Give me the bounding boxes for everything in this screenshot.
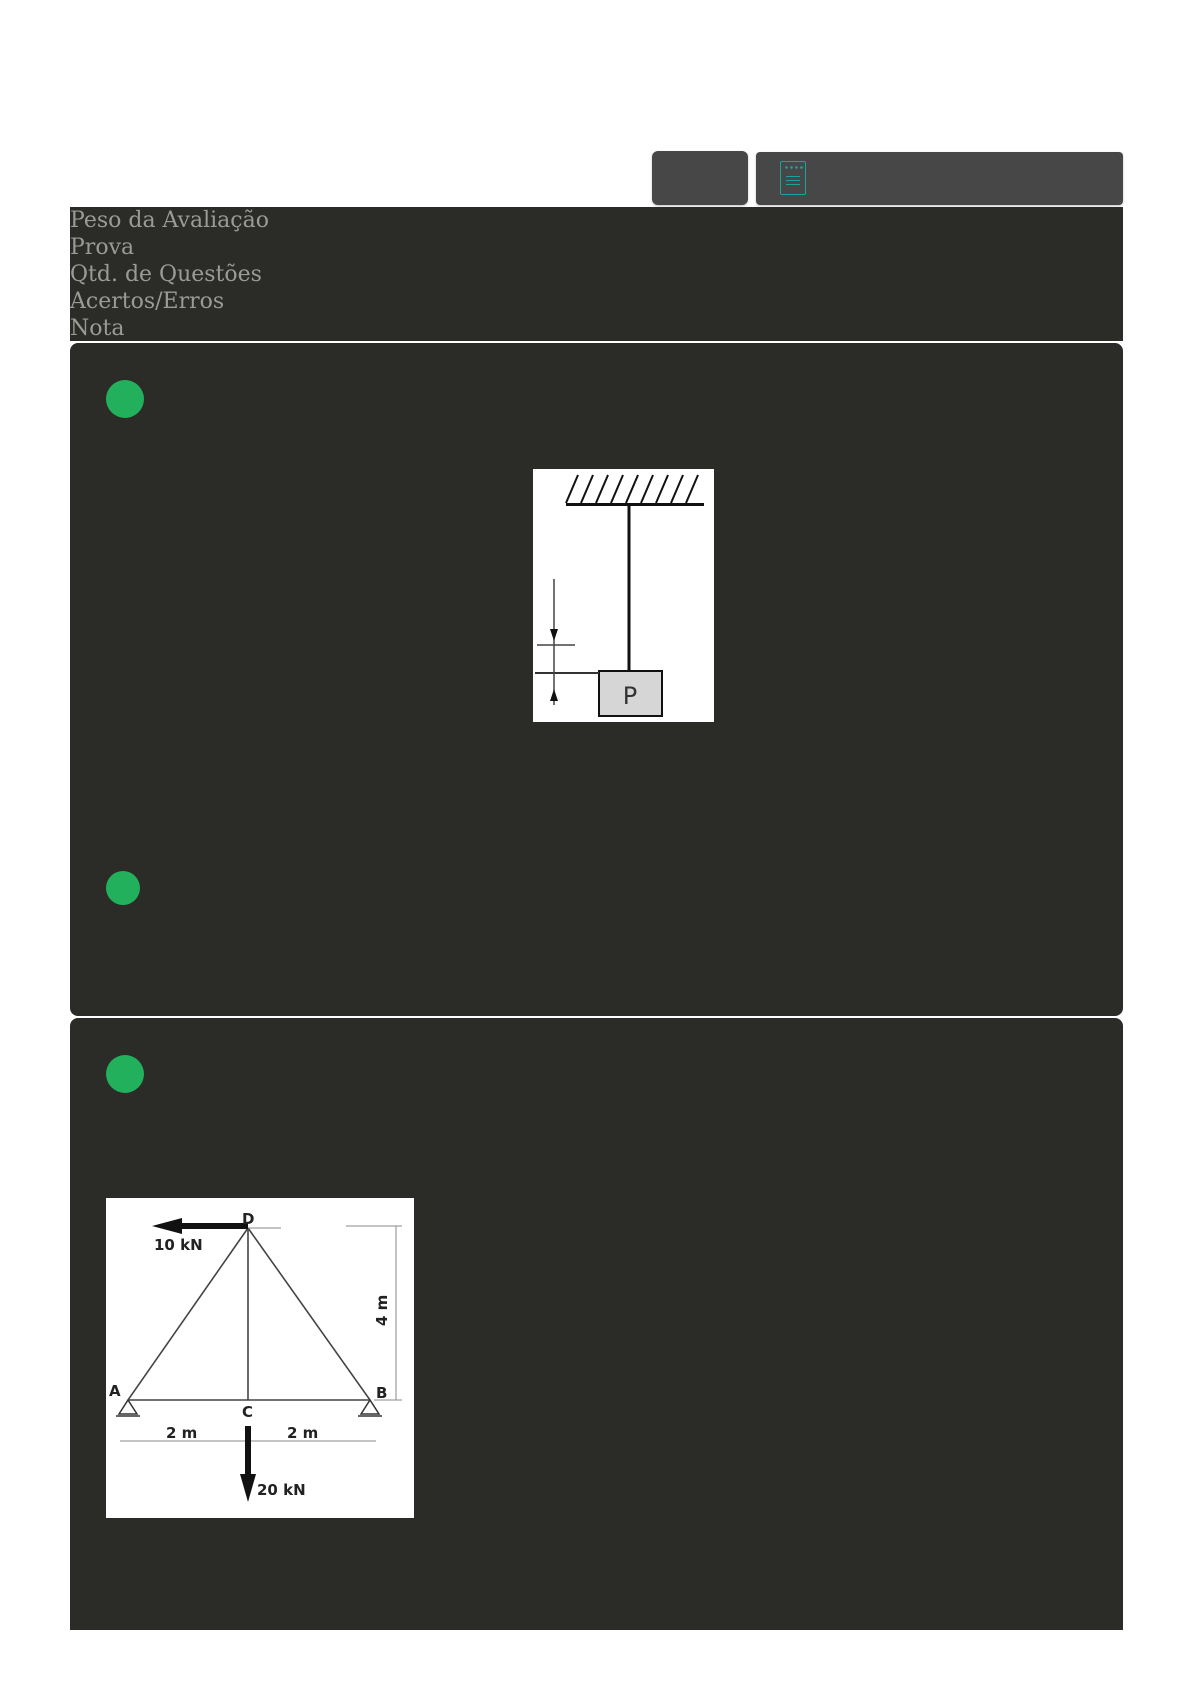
document-toolbar[interactable] <box>756 152 1123 205</box>
node-c-label: C <box>242 1403 254 1421</box>
weight-label: P <box>622 682 638 710</box>
node-b-label: B <box>376 1384 388 1402</box>
truss-figure <box>106 1198 414 1518</box>
info-row-acertos-erros: Acertos/Erros <box>70 289 225 314</box>
question-card <box>70 343 1123 1016</box>
left-span-label: 2 m <box>166 1424 198 1442</box>
question-card <box>70 1018 1123 1630</box>
info-row-prova: Prova <box>70 235 135 260</box>
horizontal-force-label: 10 kN <box>154 1236 203 1254</box>
node-a-label: A <box>109 1382 121 1400</box>
right-span-label: 2 m <box>287 1424 319 1442</box>
correct-status-icon <box>106 1055 144 1093</box>
hanging-weight-figure <box>533 469 714 722</box>
node-d-label: D <box>242 1210 255 1228</box>
correct-status-icon <box>106 380 144 418</box>
evaluation-info-panel <box>70 207 1123 341</box>
info-row-peso: Peso da Avaliação <box>70 208 269 233</box>
toolbar-button[interactable] <box>652 151 748 205</box>
document-icon <box>780 161 806 195</box>
info-row-nota: Nota <box>70 316 125 341</box>
correct-status-icon <box>106 871 140 905</box>
height-label: 4 m <box>373 1294 391 1326</box>
info-row-qtd-questoes: Qtd. de Questões <box>70 262 262 287</box>
vertical-force-label: 20 kN <box>257 1481 306 1499</box>
